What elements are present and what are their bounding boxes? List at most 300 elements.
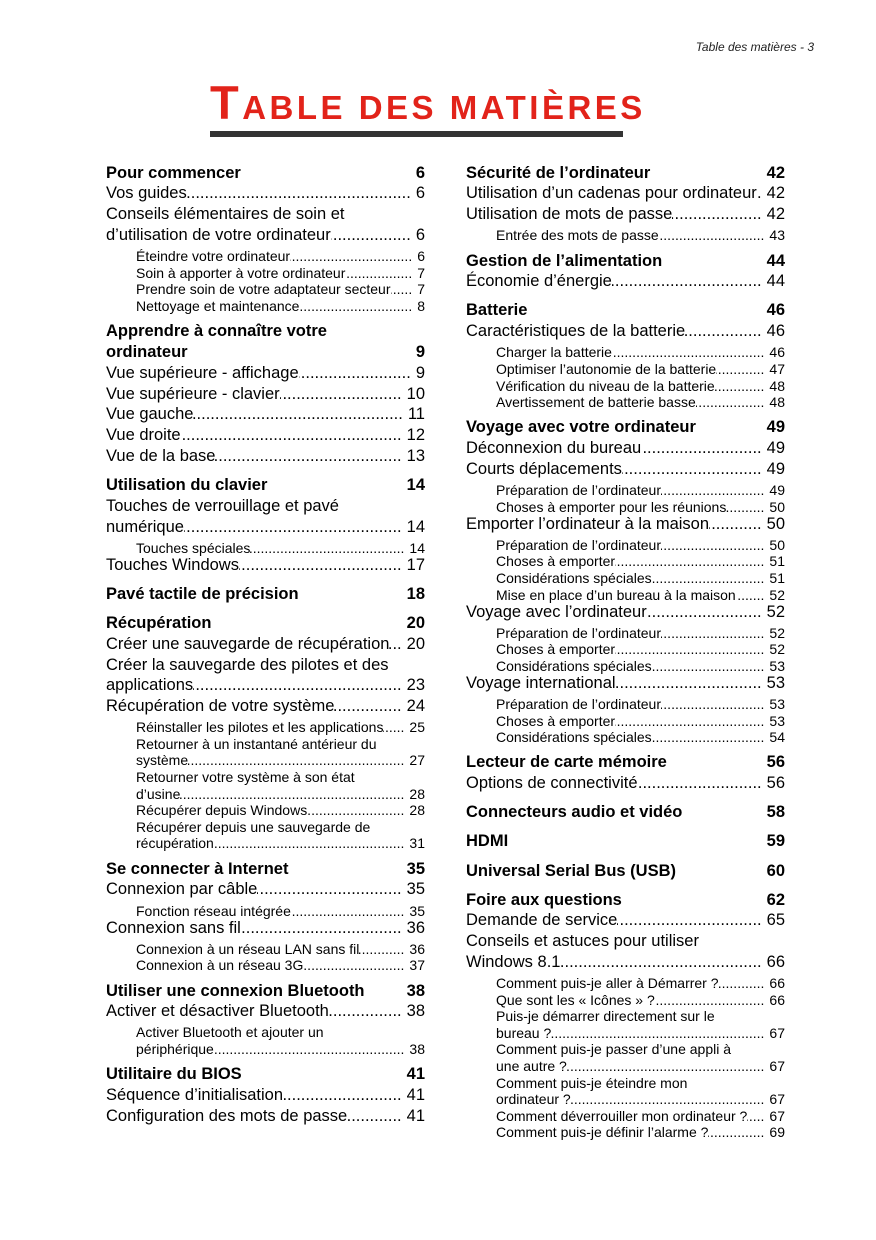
toc-title-line: Prendre soin de votre adaptateur secteur <box>136 281 391 298</box>
page-number: 67 <box>769 1058 785 1075</box>
spacer <box>667 752 762 773</box>
leader-dots <box>329 1001 402 1022</box>
page-number: 28 <box>409 802 425 819</box>
toc-row <box>106 634 425 655</box>
toc-row <box>136 719 425 736</box>
toc-title-line: Créer une sauvegarde de récupération <box>106 634 390 653</box>
leader-dots <box>647 602 762 623</box>
toc-row <box>466 752 785 773</box>
toc-entry[interactable] <box>106 1106 425 1127</box>
toc-title-line: Conseils et astuces pour utiliser <box>466 932 699 951</box>
leader-dots <box>188 752 404 769</box>
toc-subentry[interactable] <box>136 248 425 265</box>
toc-row <box>496 625 785 642</box>
spacer <box>527 300 761 321</box>
toc-title-line: Courts déplacements <box>466 460 622 479</box>
leader-dots <box>616 673 762 694</box>
page-number: 13 <box>406 446 425 465</box>
toc-entry[interactable] <box>106 655 425 697</box>
toc-subentry[interactable] <box>496 625 785 642</box>
running-header: Table des matières - 3 <box>695 40 814 54</box>
toc-title-line: Batterie <box>466 301 528 320</box>
toc-title-line: Créer la sauvegarde des pilotes et des <box>106 655 389 674</box>
leader-dots <box>560 952 761 973</box>
toc-subentry[interactable] <box>496 1108 785 1125</box>
toc-section-heading[interactable] <box>466 417 785 438</box>
toc-title-line: Pavé tactile de précision <box>106 584 299 603</box>
page-number: 38 <box>409 1041 425 1057</box>
toc-subentry[interactable] <box>496 696 785 713</box>
toc-row <box>106 163 425 184</box>
toc-row <box>106 859 425 880</box>
toc-title-line: Choses à emporter <box>496 641 616 658</box>
toc-title-line: Connexion à un réseau 3G <box>136 957 304 974</box>
toc-entry[interactable] <box>106 555 425 576</box>
toc-row <box>106 1085 425 1106</box>
toc-title-line: Activer et désactiver Bluetooth <box>106 1002 329 1021</box>
spacer <box>288 859 401 880</box>
toc-title-line: Choses à emporter <box>496 553 616 570</box>
toc-subentry-group <box>496 975 785 1141</box>
toc-entry[interactable] <box>106 1001 425 1022</box>
toc-title-line: Voyage avec votre ordinateur <box>466 418 696 437</box>
page-number: 6 <box>415 184 425 203</box>
toc-title-line: Activer Bluetooth et ajouter un <box>136 1024 324 1041</box>
toc-title-line: Emporter l’ordinateur à la maison <box>466 514 710 533</box>
toc-subentry[interactable] <box>136 265 425 282</box>
page-number: 14 <box>406 476 425 495</box>
toc-title-line: Utilisation de mots de passe <box>466 205 673 224</box>
toc-entry[interactable] <box>106 634 425 655</box>
toc-title-line: Vue de la base <box>106 446 216 465</box>
toc-title-line: Utilisation du clavier <box>106 476 268 495</box>
spacer <box>662 251 761 272</box>
page-number: 14 <box>406 517 425 536</box>
page-number: 36 <box>406 918 425 937</box>
toc-entry[interactable] <box>106 183 425 204</box>
page-number: 35 <box>409 902 425 919</box>
toc-subentry[interactable] <box>136 281 425 298</box>
spacer <box>188 342 411 363</box>
page-number: 53 <box>769 712 785 729</box>
leader-dots <box>612 344 764 361</box>
leader-dots <box>696 394 765 411</box>
toc-subentry[interactable] <box>496 378 785 395</box>
toc-section-heading[interactable] <box>466 861 785 882</box>
leader-dots <box>299 298 412 315</box>
toc-subentry[interactable] <box>136 719 425 736</box>
toc-subentry[interactable] <box>496 361 785 378</box>
toc-row <box>496 1025 785 1042</box>
toc-row <box>496 975 785 992</box>
toc-title-line: Entrée des mots de passe <box>496 227 659 244</box>
toc-section-heading[interactable] <box>106 163 425 184</box>
leader-dots <box>345 265 412 282</box>
leader-dots <box>359 941 404 958</box>
spacer <box>267 475 401 496</box>
page-number: 35 <box>406 880 425 899</box>
toc-title-line: Puis-je démarrer directement sur le <box>496 1008 715 1025</box>
toc-subentry[interactable] <box>496 1124 785 1141</box>
page-number: 67 <box>769 1091 785 1108</box>
toc-row <box>466 861 785 882</box>
page-number: 41 <box>406 1086 425 1105</box>
toc-row <box>466 300 785 321</box>
leader-dots <box>652 729 765 746</box>
toc-entry[interactable] <box>466 673 785 694</box>
page-number: 59 <box>766 832 785 851</box>
leader-dots <box>685 321 761 342</box>
toc-subentry-group <box>136 719 425 852</box>
page-number: 56 <box>766 774 785 793</box>
toc-title-line: Touches de verrouillage et pavé <box>106 496 339 515</box>
leader-dots <box>638 773 762 794</box>
toc-title-line: HDMI <box>466 832 509 851</box>
toc-entry[interactable] <box>466 271 785 292</box>
page-number: 58 <box>766 803 785 822</box>
title-underline <box>210 131 623 137</box>
toc-row <box>466 163 785 184</box>
toc-subentry[interactable] <box>496 729 785 746</box>
toc-section-heading[interactable] <box>106 859 425 880</box>
toc-title-line: Récupération de votre système <box>106 697 335 716</box>
toc-row <box>496 394 785 411</box>
page-number: 66 <box>766 953 785 972</box>
page-number: 24 <box>406 697 425 716</box>
toc-section-heading[interactable] <box>466 802 785 823</box>
toc-row <box>136 941 425 958</box>
toc-row <box>106 363 425 384</box>
toc-entry[interactable] <box>106 425 425 446</box>
toc-subentry[interactable] <box>136 736 425 769</box>
leader-dots <box>214 1041 405 1058</box>
toc-entry[interactable] <box>106 404 425 425</box>
toc-section-heading[interactable] <box>106 981 425 1002</box>
spacer <box>676 861 762 882</box>
toc-subentry[interactable] <box>496 641 785 658</box>
toc-title-line: Récupérer depuis Windows <box>136 802 308 819</box>
page-number: 27 <box>409 752 425 769</box>
toc-title-line: système <box>136 752 189 769</box>
toc-section-heading[interactable] <box>466 890 785 911</box>
page-number: 46 <box>766 322 785 341</box>
page-number: 6 <box>415 163 425 182</box>
toc-row <box>466 438 785 459</box>
toc-entry[interactable] <box>466 438 785 459</box>
toc-column-left <box>106 163 425 1127</box>
toc-section-heading[interactable] <box>106 475 425 496</box>
leader-dots <box>347 1106 401 1127</box>
toc-section-heading[interactable] <box>106 584 425 605</box>
toc-title-line: Connexion sans fil <box>106 918 241 937</box>
toc-title-line: Préparation de l’ordinateur <box>496 482 661 499</box>
toc-section-heading[interactable] <box>466 300 785 321</box>
leader-dots <box>307 802 404 819</box>
toc-entry[interactable] <box>466 910 785 931</box>
toc-title-line: Comment puis-je passer d’une appli à <box>496 1041 732 1058</box>
toc-row <box>136 281 425 298</box>
leader-dots <box>299 363 411 384</box>
toc-section-heading[interactable] <box>466 831 785 852</box>
page-number: 48 <box>769 377 785 394</box>
toc-subentry-group <box>136 1024 425 1057</box>
toc-entry[interactable] <box>466 931 785 973</box>
page-number: 49 <box>766 460 785 479</box>
leader-dots <box>661 696 764 713</box>
page-number: 65 <box>766 911 785 930</box>
toc-entry[interactable] <box>106 918 425 939</box>
toc-row <box>496 641 785 658</box>
toc-title-line: Utilitaire du BIOS <box>106 1065 242 1084</box>
page-number: 56 <box>766 753 785 772</box>
toc-entry[interactable] <box>466 183 785 204</box>
toc-row <box>106 225 425 246</box>
toc-title-line: Considérations spéciales <box>496 729 652 746</box>
toc-subentry[interactable] <box>496 992 785 1009</box>
toc-subentry[interactable] <box>496 482 785 499</box>
page-number: 23 <box>406 676 425 695</box>
leader-dots <box>181 425 402 446</box>
toc-title-line: numérique <box>106 517 184 536</box>
toc-section-heading[interactable] <box>106 321 425 363</box>
toc-row <box>106 517 425 538</box>
toc-section-heading[interactable] <box>106 613 425 634</box>
toc-row <box>496 713 785 730</box>
toc-row <box>496 729 785 746</box>
toc-row <box>496 696 785 713</box>
page-number: 50 <box>769 498 785 515</box>
toc-section-heading[interactable] <box>466 251 785 272</box>
leader-dots <box>551 1025 764 1042</box>
toc-subentry[interactable] <box>496 1008 785 1041</box>
toc-subentry[interactable] <box>496 975 785 992</box>
toc-entry[interactable] <box>106 363 425 384</box>
toc-subentry[interactable] <box>136 957 425 974</box>
toc-title-line: Choses à emporter <box>496 712 616 729</box>
page-number: 53 <box>766 673 785 692</box>
leader-dots <box>331 225 411 246</box>
toc-entry[interactable] <box>466 602 785 623</box>
leader-dots <box>615 713 764 730</box>
toc-title-line: Utiliser une connexion Bluetooth <box>106 981 365 1000</box>
leader-dots <box>567 1058 765 1075</box>
page-number: 44 <box>766 272 785 291</box>
toc-row <box>136 802 425 819</box>
toc-entry[interactable] <box>466 459 785 480</box>
toc-row <box>466 514 785 535</box>
toc-subentry[interactable] <box>136 941 425 958</box>
page-number: 53 <box>769 657 785 674</box>
toc-subentry[interactable] <box>136 1024 425 1057</box>
spacer <box>508 831 761 852</box>
page-number: 38 <box>406 1002 425 1021</box>
leader-dots <box>612 271 762 292</box>
page-number: 50 <box>766 514 785 533</box>
leader-dots <box>719 975 765 992</box>
toc-title-line: Configuration des mots de passe <box>106 1106 348 1125</box>
toc-title-line: Mise en place d’un bureau à la maison <box>496 586 736 603</box>
toc-subentry[interactable] <box>136 298 425 315</box>
toc-title-line: Soin à apporter à votre ordinateur <box>136 264 346 281</box>
page-number: 9 <box>415 363 425 382</box>
spacer <box>696 417 762 438</box>
page-number: 52 <box>769 624 785 641</box>
toc-row <box>496 1091 785 1108</box>
toc-row <box>496 570 785 587</box>
toc-subentry[interactable] <box>496 553 785 570</box>
toc-title-line: Que sont les « Icônes » ? <box>496 991 655 1008</box>
toc-subentry[interactable] <box>136 819 425 852</box>
page-number: 6 <box>417 248 425 265</box>
page-number: 46 <box>766 301 785 320</box>
toc-entry[interactable] <box>106 384 425 405</box>
toc-title-line: Vue gauche <box>106 405 194 424</box>
page-number: 6 <box>415 225 425 244</box>
toc-title-line: Retourner votre système à son état <box>136 768 355 785</box>
toc-row <box>106 1001 425 1022</box>
toc-title-line: Vérification du niveau de la batterie <box>496 377 715 394</box>
toc-title-line: Se connecter à Internet <box>106 859 289 878</box>
leader-dots <box>239 555 402 576</box>
toc-entry[interactable] <box>466 514 785 535</box>
toc-title-line: Voyage international <box>466 673 616 692</box>
toc-entry[interactable] <box>466 773 785 794</box>
toc-row <box>466 602 785 623</box>
leader-dots <box>193 404 402 425</box>
toc-row <box>496 227 785 244</box>
page-number: 52 <box>769 586 785 603</box>
toc-row <box>466 890 785 911</box>
toc-subentry[interactable] <box>496 713 785 730</box>
toc-row <box>466 773 785 794</box>
toc-row <box>496 482 785 499</box>
toc-title-line: applications <box>106 676 194 695</box>
toc-row <box>496 992 785 1009</box>
leader-dots <box>708 1124 764 1141</box>
toc-row <box>106 675 425 696</box>
toc-row <box>466 271 785 292</box>
toc-section-heading[interactable] <box>466 752 785 773</box>
toc-title-line: Vue supérieure - clavier <box>106 384 280 403</box>
toc-subentry-group <box>496 344 785 410</box>
page-number: 67 <box>769 1024 785 1041</box>
toc-row <box>136 265 425 282</box>
toc-row <box>466 910 785 931</box>
toc-row <box>106 918 425 939</box>
spacer <box>682 802 761 823</box>
toc-row <box>106 584 425 605</box>
toc-entry[interactable] <box>106 496 425 538</box>
toc-entry[interactable] <box>106 446 425 467</box>
toc-title-line: Réinstaller les pilotes et les applications <box>136 719 384 736</box>
leader-dots <box>661 537 764 554</box>
page-number: 49 <box>766 439 785 458</box>
toc-title-line: Comment déverrouiller mon ordinateur ? <box>496 1107 748 1124</box>
toc-row <box>106 404 425 425</box>
page-number: 48 <box>769 394 785 411</box>
toc-entry[interactable] <box>466 204 785 225</box>
page-number: 7 <box>417 281 425 298</box>
leader-dots <box>257 879 401 900</box>
toc-row <box>496 537 785 554</box>
spacer <box>241 163 411 184</box>
toc-subentry[interactable] <box>496 537 785 554</box>
toc-row <box>466 204 785 225</box>
toc-entry[interactable] <box>106 879 425 900</box>
toc-title-line: Fonction réseau intégrée <box>136 902 291 919</box>
page-number: 42 <box>766 205 785 224</box>
toc-title-line: Charger la batterie <box>496 344 612 361</box>
toc-entry[interactable] <box>106 204 425 246</box>
toc-title-line: Vue supérieure - affichage <box>106 363 299 382</box>
toc-entry[interactable] <box>466 321 785 342</box>
toc-title-line: Préparation de l’ordinateur <box>496 536 661 553</box>
page-number: 62 <box>766 890 785 909</box>
toc-section-heading[interactable] <box>106 1064 425 1085</box>
toc-row <box>136 957 425 974</box>
toc-title-line: Déconnexion du bureau <box>466 439 642 458</box>
leader-dots <box>747 1108 764 1125</box>
toc-subentry[interactable] <box>136 769 425 802</box>
page-number: 51 <box>769 570 785 586</box>
toc-section-heading[interactable] <box>466 163 785 184</box>
toc-row <box>106 696 425 717</box>
toc-title-line: Lecteur de carte mémoire <box>466 753 667 772</box>
toc-row <box>496 378 785 395</box>
toc-title-line: Récupération <box>106 613 212 632</box>
page-number: 49 <box>766 418 785 437</box>
toc-title-line: Préparation de l’ordinateur <box>496 624 661 641</box>
page-number: 51 <box>769 553 785 570</box>
toc-subentry[interactable] <box>496 1075 785 1108</box>
page-number: 8 <box>417 297 425 314</box>
page-number: 46 <box>769 344 785 361</box>
leader-dots <box>617 910 761 931</box>
toc-subentry-group <box>136 941 425 974</box>
leader-dots <box>659 227 765 244</box>
leader-dots <box>391 281 413 298</box>
toc-entry[interactable] <box>106 696 425 717</box>
leader-dots <box>334 696 401 717</box>
toc-entry[interactable] <box>106 1085 425 1106</box>
toc-subentry-group <box>496 482 785 515</box>
toc-row <box>466 417 785 438</box>
toc-title-line: Nettoyage et maintenance <box>136 297 300 314</box>
toc-column-right <box>466 163 785 1140</box>
toc-subentry[interactable] <box>136 802 425 819</box>
toc-subentry[interactable] <box>496 1041 785 1074</box>
toc-title-line: Conseils élémentaires de soin et <box>106 205 345 224</box>
toc-title-line: Retourner à un instantané antérieur du <box>136 735 377 752</box>
toc-row <box>466 183 785 204</box>
toc-subentry[interactable] <box>496 394 785 411</box>
page-number: 66 <box>769 991 785 1008</box>
toc-subentry[interactable] <box>496 570 785 587</box>
page-number: 7 <box>417 264 425 281</box>
toc-title-line: Touches spéciales <box>136 539 251 556</box>
page-number: 35 <box>406 859 425 878</box>
toc-subentry[interactable] <box>496 227 785 244</box>
page-number: 10 <box>406 384 425 403</box>
leader-dots <box>241 918 402 939</box>
toc-subentry-group <box>496 696 785 746</box>
toc-row <box>496 1058 785 1075</box>
leader-dots <box>184 517 402 538</box>
toc-subentry[interactable] <box>496 344 785 361</box>
toc-row <box>496 1108 785 1125</box>
leader-dots <box>180 786 404 803</box>
toc-title-line: Connexion par câble <box>106 880 258 899</box>
